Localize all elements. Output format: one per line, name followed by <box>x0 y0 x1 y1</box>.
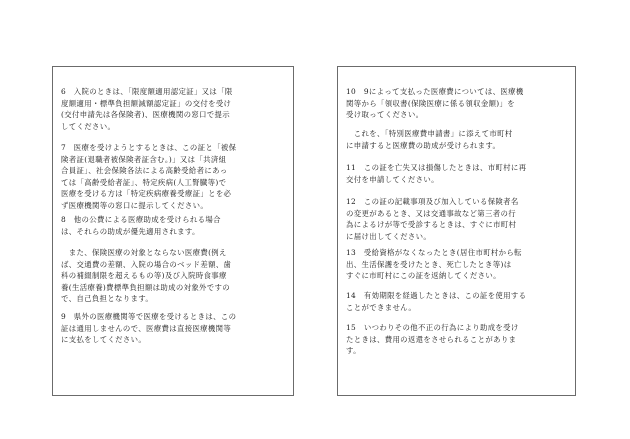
text-line: たときは、費用の返還をさせられることがありま <box>346 334 517 344</box>
item-6 <box>61 86 287 132</box>
text-line: は、それらの助成が優先適用されます。 <box>61 226 200 236</box>
text-line: ことができません。 <box>346 302 417 312</box>
text-line: の変更があるとき、又は交通事故など第三者の行 <box>346 208 516 218</box>
item-10 <box>346 86 569 121</box>
text-line: 13 受給資格がなくなったとき(居住市町村から転 <box>346 248 522 257</box>
item-8-note <box>61 247 287 305</box>
text-line: 8 他の公費による医療助成を受けられる場合 <box>61 215 221 224</box>
item-14 <box>346 290 569 313</box>
text-line: 交付を申請してください。 <box>346 174 439 184</box>
right-page <box>337 66 576 396</box>
text-line: 険者証(退職者被保険者証含む。)」又は「共済組 <box>61 154 227 164</box>
text-line: 6 入院のときは、「限度額適用認定証」又は「限 <box>61 87 233 96</box>
item-11 <box>346 162 569 185</box>
text-line: ず医療機関等の窓口に提示してください。 <box>61 200 209 210</box>
text-line: 為によるけが等で受診するときは、すぐに市町村 <box>346 220 517 230</box>
item-10-note <box>346 128 569 151</box>
text-line: ては「高齢受給者証」、特定疾病(人工腎臓等)で <box>61 177 227 187</box>
text-line: 医療を受ける方は「特定疾病療養受療証」とを必 <box>61 189 232 199</box>
text-line: 12 この証の記載事項及び加入している保険者名 <box>346 197 519 206</box>
text-line: 度額適用・標準負担額減額認定証」の交付を受け <box>61 98 232 108</box>
text-line: ば、交通費の差額、入院の場合のベッド差額、歯 <box>61 259 232 269</box>
text-line: すぐに市町村にこの証を返納してください。 <box>346 271 501 281</box>
text-line: 証は通用しませんので、医療費は直接医療機関等 <box>61 323 232 333</box>
text-line: に支払をしてください。 <box>61 335 147 345</box>
item-9 <box>61 311 287 346</box>
item-7 <box>61 142 287 212</box>
text-line: 10 9によって支払った医療費については、医療機 <box>346 87 524 96</box>
item-15 <box>346 322 569 357</box>
text-line: に届け出してください。 <box>346 231 432 241</box>
text-line: 関等から「領収書(保険医療に係る領収金額)」を <box>346 98 516 108</box>
item-8 <box>61 214 287 237</box>
text-line: これを、「特別医療費申請書」に添えて市町村 <box>346 129 513 138</box>
text-line: 出、生活保護を受けたとき、死亡したとき等)は <box>346 259 512 269</box>
text-line: 11 この証を亡失又は損傷したときは、市町村に再 <box>346 163 527 172</box>
text-line: してください。 <box>61 121 116 131</box>
text-line: 受け取ってください。 <box>346 110 424 120</box>
text-line: 合員証」、社会保険各法による高齢受給者にあっ <box>61 166 228 176</box>
text-line: 科の補綴制限を超えるもの等)及び入院時食事療 <box>61 271 227 281</box>
item-13 <box>346 247 569 282</box>
left-page <box>52 66 294 396</box>
text-line: に申請すると医療費の助成が受けられます。 <box>346 140 501 150</box>
text-line: 15 いつわりその他不正の行為により助成を受け <box>346 323 519 332</box>
text-line: また、保険医療の対象とならない医療費(例え <box>61 248 227 257</box>
text-line: 14 有効期限を経過したときは、この証を使用する <box>346 291 527 300</box>
text-line: 7 医療を受けようとするときは、この証と「被保 <box>61 143 237 152</box>
text-line: 養(生活療養)費標準負担額は助成の対象外ですの <box>61 282 231 292</box>
text-line: (交付申請先は各保険者)、医療機関の窓口で提示 <box>61 110 231 120</box>
text-line: 9 県外の医療機関等で医療を受けるときは、この <box>61 312 237 321</box>
text-line: で、自己負担となります。 <box>61 294 154 304</box>
item-12 <box>346 196 569 242</box>
text-line: す。 <box>346 346 361 356</box>
